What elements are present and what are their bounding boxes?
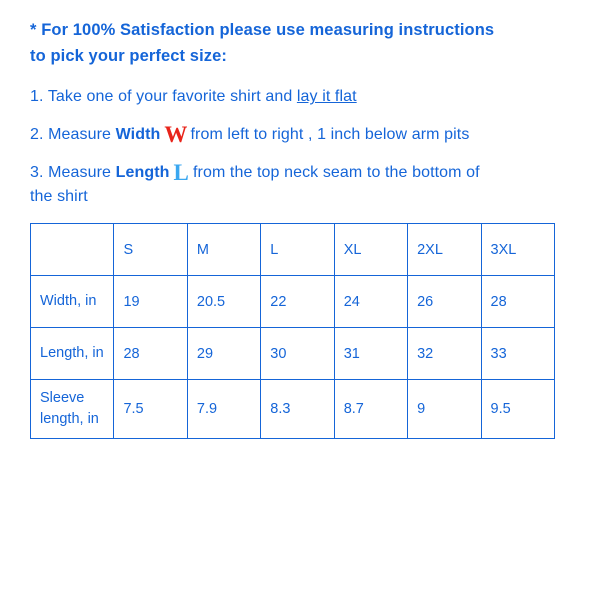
step-2-text-after: from left to right , 1 inch below arm pits: [190, 126, 470, 144]
table-row-label-width: Width, in: [31, 276, 114, 328]
step-3-text-after: from the top neck seam to the bottom of: [192, 164, 480, 182]
table-col-header-3xl: 3XL: [481, 224, 555, 276]
cell-width-2xl: 26: [408, 276, 481, 328]
cell-length-l: 30: [261, 328, 334, 380]
table-header-row: [31, 224, 555, 276]
cell-length-m: 29: [187, 328, 260, 380]
cell-width-3xl: 28: [481, 276, 555, 328]
table-row: [31, 328, 555, 380]
step-2-bold-word: Width: [115, 126, 161, 144]
intro-line-1: * For 100% Satisfaction please use measuring instructions: [30, 21, 495, 39]
step-3-text-wrap: the shirt: [30, 188, 88, 206]
table-col-header-s: S: [114, 224, 187, 276]
intro-text: [30, 18, 574, 69]
cell-sleeve-s: 7.5: [114, 380, 187, 439]
step-1-text: Take one of your favorite shirt and: [47, 88, 293, 106]
size-table: [30, 223, 555, 439]
step-2-number: 2.: [30, 126, 44, 144]
instruction-steps: [30, 85, 574, 209]
cell-width-l: 22: [261, 276, 334, 328]
table-col-header-l: L: [261, 224, 334, 276]
table-row-label-sleeve-length: Sleeve length, in: [31, 380, 114, 439]
cell-length-2xl: 32: [408, 328, 481, 380]
cell-length-s: 28: [114, 328, 187, 380]
step-2-text-before: Measure: [48, 126, 112, 144]
table-row: [31, 276, 555, 328]
cell-sleeve-m: 7.9: [187, 380, 260, 439]
step-3-bold-word: Length: [115, 164, 170, 182]
cell-sleeve-2xl: 9: [408, 380, 481, 439]
cell-sleeve-xl: 8.7: [334, 380, 407, 439]
table-row: [31, 380, 555, 439]
cell-sleeve-3xl: 9.5: [481, 380, 555, 439]
cell-length-3xl: 33: [481, 328, 555, 380]
step-1-number: 1.: [30, 88, 44, 106]
table-corner-cell: [31, 224, 114, 276]
cell-sleeve-l: 8.3: [261, 380, 334, 439]
cell-length-xl: 31: [334, 328, 407, 380]
step-1: [30, 85, 574, 109]
cell-width-xl: 24: [334, 276, 407, 328]
step-3-number: 3.: [30, 164, 44, 182]
table-col-header-m: M: [187, 224, 260, 276]
table-row-label-length: Length, in: [31, 328, 114, 380]
step-3: [30, 161, 574, 209]
letter-l-glyph-icon: L: [173, 160, 189, 186]
table-col-header-xl: XL: [334, 224, 407, 276]
cell-width-s: 19: [114, 276, 187, 328]
cell-width-m: 20.5: [187, 276, 260, 328]
step-2: [30, 123, 574, 147]
step-3-text-before: Measure: [48, 164, 112, 182]
step-1-emphasis: lay it flat: [296, 88, 357, 106]
intro-line-2: to pick your perfect size:: [30, 46, 227, 65]
letter-w-glyph-icon: W: [164, 122, 188, 148]
table-col-header-2xl: 2XL: [408, 224, 481, 276]
